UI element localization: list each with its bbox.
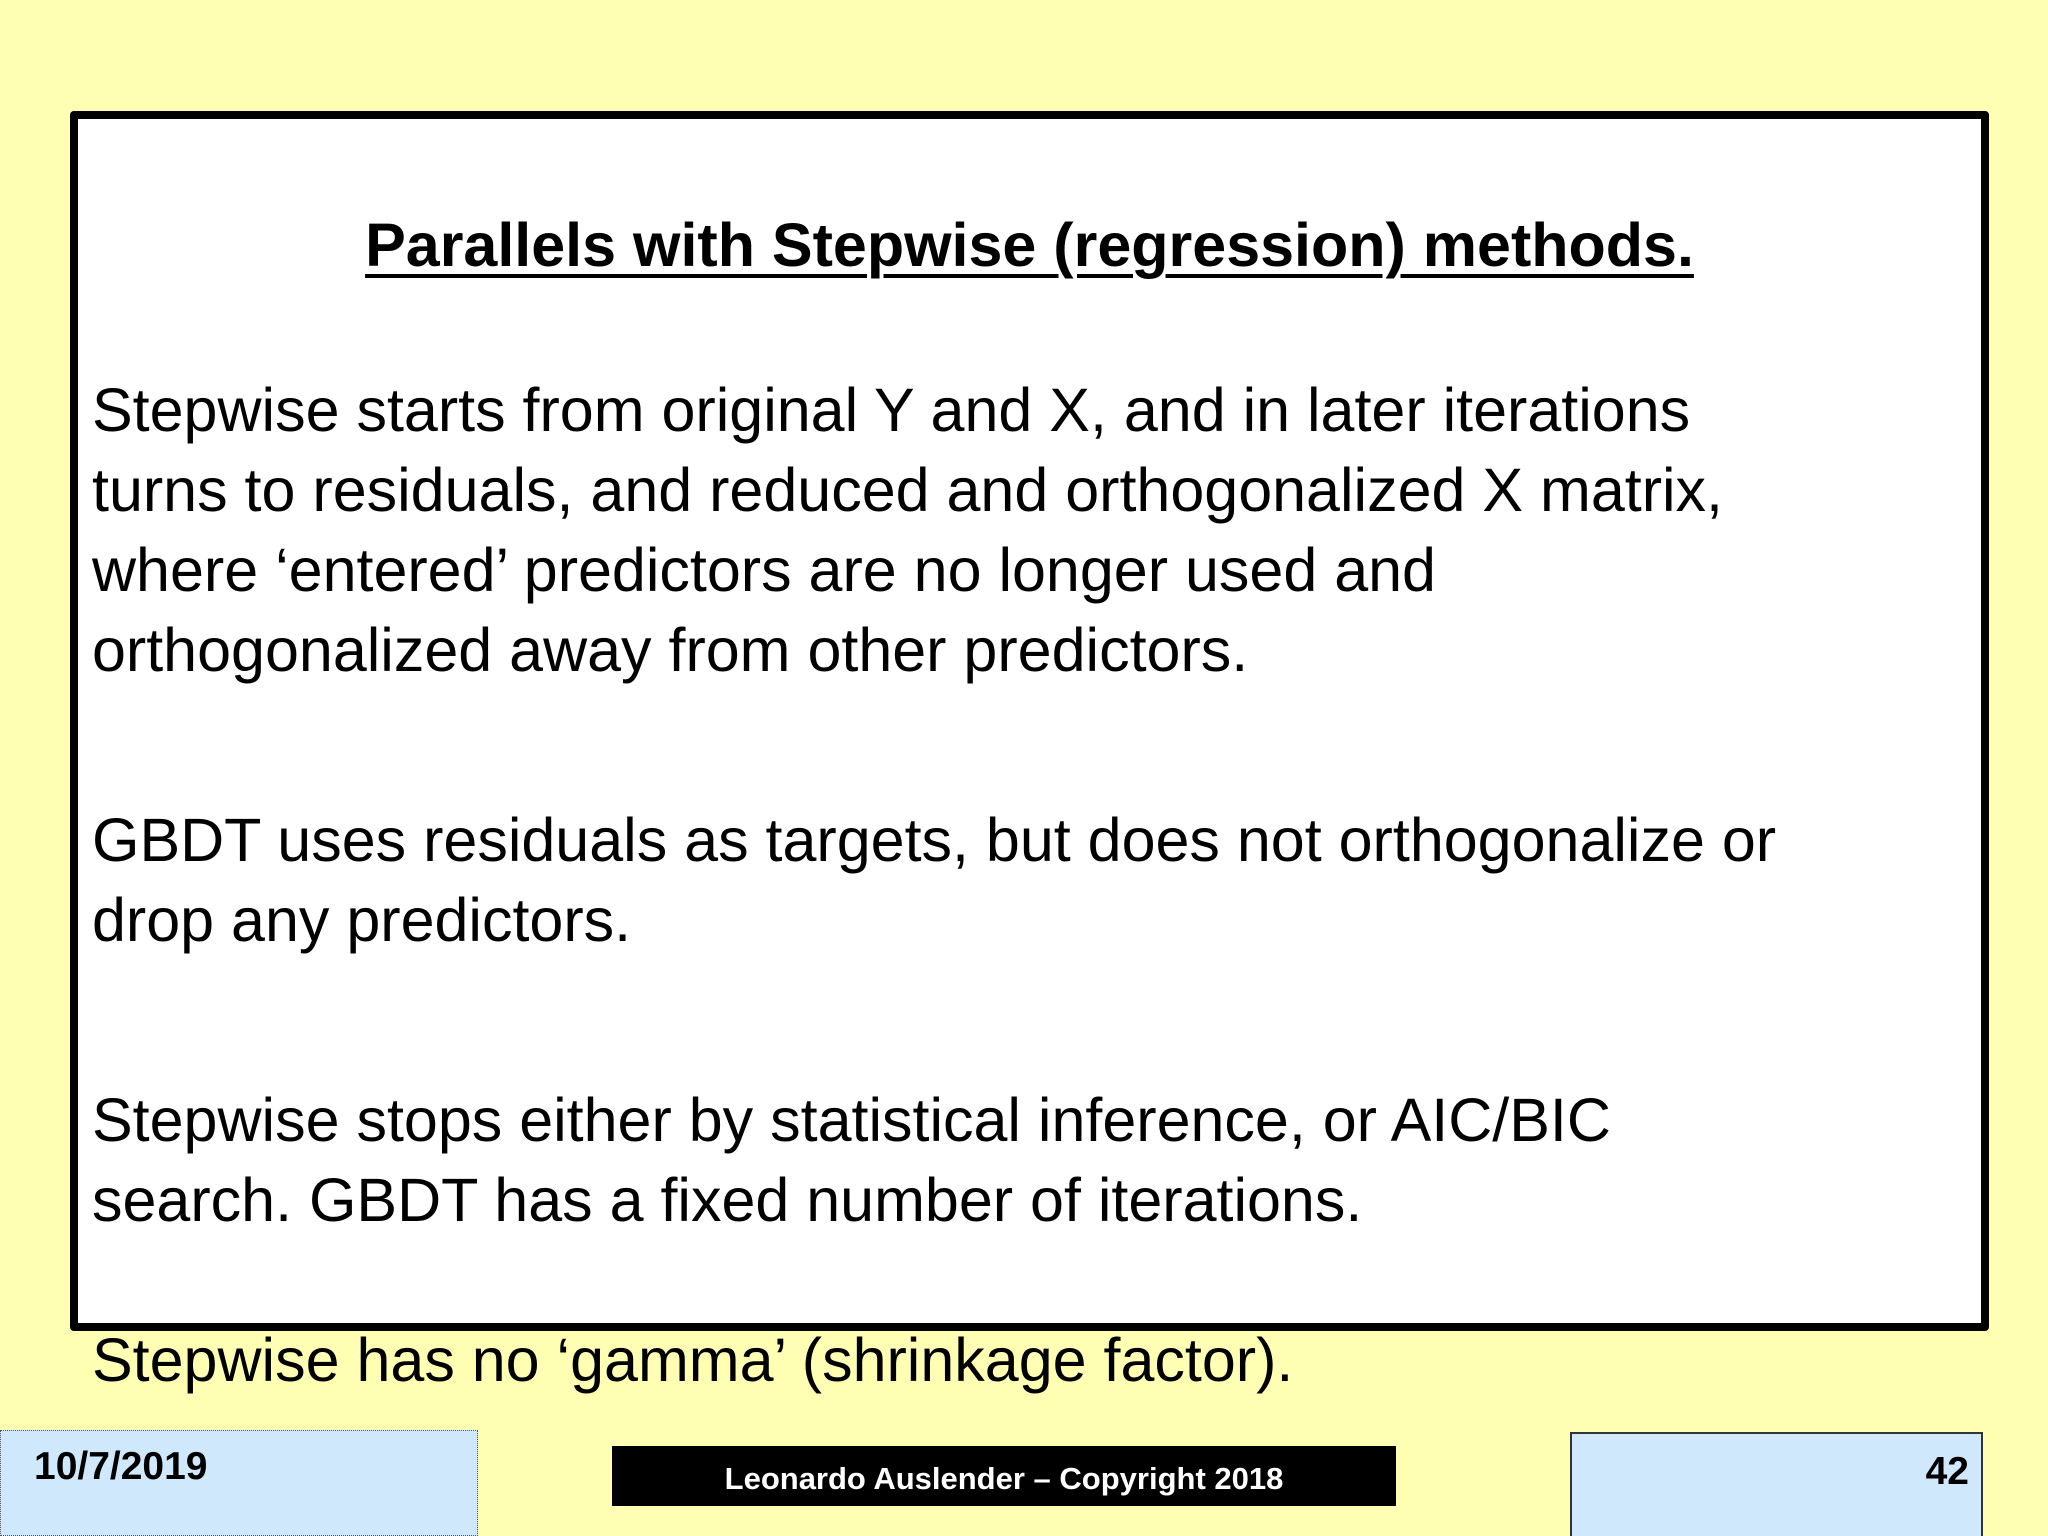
slide-title: Parallels with Stepwise (regression) methods. (365, 211, 1694, 279)
footer-page-box (1570, 1432, 1983, 1536)
text-line: GBDT uses residuals as targets, but does not orthogonalize or (92, 806, 1777, 874)
text-line: turns to residuals, and reduced and orthogonalized X matrix, (92, 456, 1724, 524)
footer-copyright: Leonardo Auslender – Copyright 2018 (724, 1461, 1284, 1496)
text-line: Stepwise stops either by statistical inference, or AIC/BIC (92, 1086, 1611, 1154)
slide-content-box (70, 111, 1989, 1394)
text-line: search. GBDT has a fixed number of iterations. (92, 1166, 1363, 1234)
paragraph-gbdt-residuals (92, 800, 1776, 960)
paragraph-gamma (92, 1320, 1293, 1400)
footer-copyright-bar (612, 1446, 1396, 1506)
paragraph-stopping-rules (92, 1080, 1611, 1240)
paragraph-stepwise-process (92, 370, 1723, 690)
text-line: drop any predictors. (92, 886, 632, 954)
text-line: orthogonalized away from other predictors. (92, 616, 1249, 684)
text-line: where ‘entered’ predictors are no longer used and (92, 536, 1436, 604)
footer-date: 10/7/2019 (34, 1445, 208, 1488)
text-line: Stepwise has no ‘gamma’ (shrinkage factor). (92, 1326, 1294, 1394)
text-line: Stepwise starts from original Y and X, and in later iterations (92, 376, 1691, 444)
page-number: 42 (1925, 1450, 1969, 1493)
footer-date-box (0, 1430, 478, 1536)
